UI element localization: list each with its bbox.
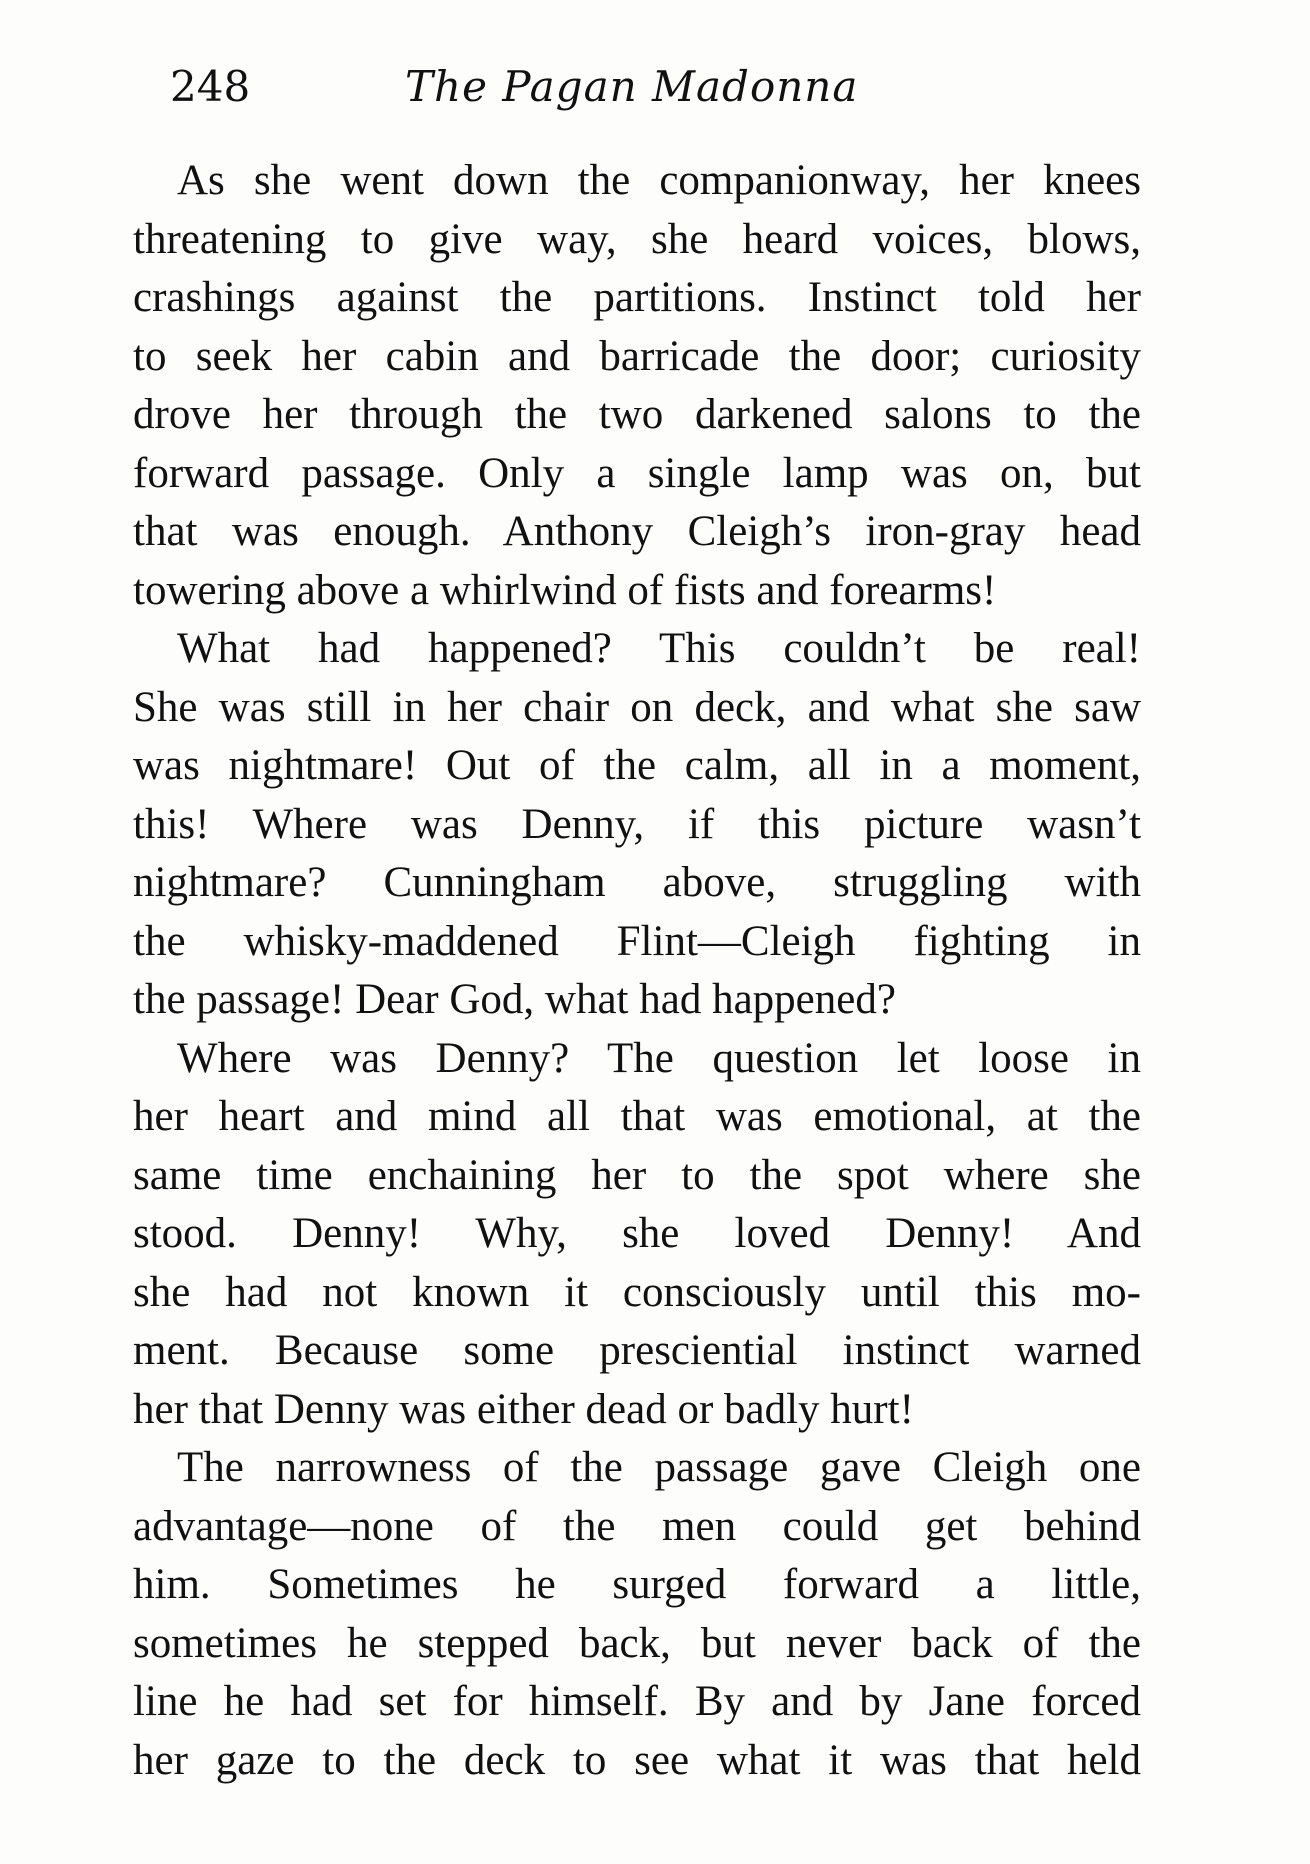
text-line: this! Where was Denny, if this picture wasn’t: [133, 800, 1141, 848]
text-line: sometimes he stepped back, but never back of the: [133, 1619, 1141, 1667]
text-line: She was still in her chair on deck, and what she saw: [133, 683, 1141, 731]
text-line: line he had set for himself. By and by Jane forced: [133, 1678, 1141, 1725]
text-line: her heart and mind all that was emotional, at the: [133, 1093, 1141, 1140]
text-line: ment. Because some presciential instinct warned: [133, 1327, 1141, 1374]
text-line: to seek her cabin and barricade the door; curiosity: [133, 332, 1141, 380]
text-line: advantage—none of the men could get behind: [133, 1502, 1141, 1550]
text-line: forward passage. Only a single lamp was on, but: [133, 449, 1141, 497]
text-line: The narrowness of the passage gave Cleigh one: [177, 1444, 1141, 1491]
text-line: that was enough. Anthony Cleigh’s iron-gray head: [133, 508, 1141, 555]
text-line: nightmare? Cunningham above, struggling with: [133, 859, 1141, 906]
text-line: was nightmare! Out of the calm, all in a moment,: [133, 742, 1141, 789]
paragraph: [133, 152, 1141, 620]
text-line: stood. Denny! Why, she loved Denny! And: [133, 1210, 1141, 1257]
text-line: the whisky-maddened Flint—Cleigh fighting in: [133, 917, 1141, 965]
text-line: crashings against the partitions. Instinct told her: [133, 274, 1141, 321]
text-line: What had happened? This couldn’t be real!: [177, 625, 1141, 672]
text-line: drove her through the two darkened salons to the: [133, 391, 1141, 438]
text-line: the passage! Dear God, what had happened?: [133, 976, 896, 1023]
paragraph: [133, 1439, 1141, 1790]
body-text: [133, 152, 1141, 1790]
text-line: her that Denny was either dead or badly hurt!: [133, 1385, 914, 1433]
text-line: him. Sometimes he surged forward a little,: [133, 1561, 1141, 1608]
paragraph: [133, 620, 1141, 1030]
text-line: she had not known it consciously until this mo-: [133, 1268, 1141, 1316]
text-line: threatening to give way, she heard voices, blows,: [133, 215, 1141, 263]
text-line: her gaze to the deck to see what it was that held: [133, 1736, 1141, 1784]
page-header: [140, 62, 1140, 122]
text-line: Where was Denny? The question let loose in: [177, 1034, 1141, 1082]
running-title: The Pagan Madonna: [405, 62, 859, 111]
paragraph: [133, 1030, 1141, 1440]
text-line: same time enchaining her to the spot where she: [133, 1151, 1141, 1199]
text-line: As she went down the companionway, her knees: [177, 157, 1141, 204]
page-number: 248: [170, 62, 251, 111]
text-line: towering above a whirlwind of fists and forearms!: [133, 566, 997, 614]
